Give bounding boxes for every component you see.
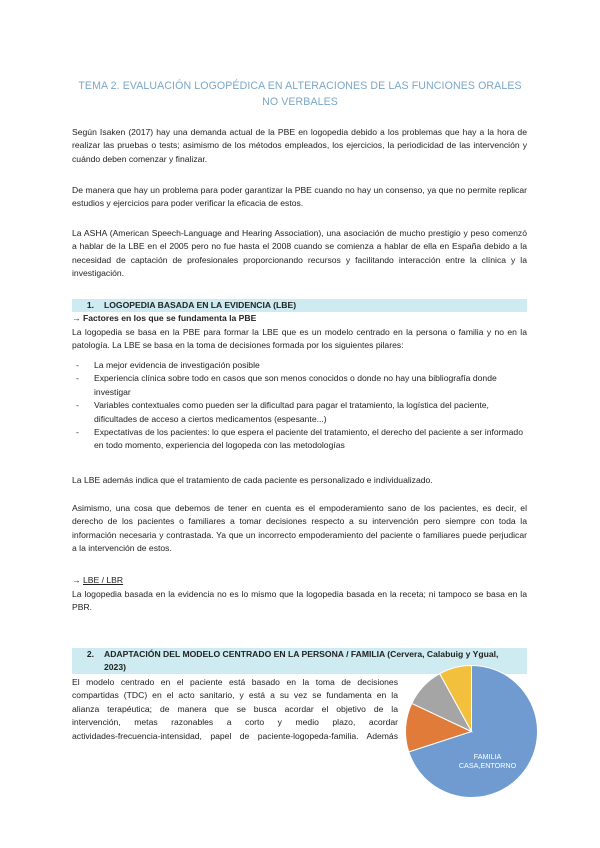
list-item: - La mejor evidencia de investigación posible (76, 360, 260, 370)
pie-chart-svg (404, 664, 539, 799)
section-2-text (72, 676, 398, 743)
lbe-lbr-label (72, 574, 527, 587)
arrow-icon: → (72, 575, 81, 585)
paragraph-empoderamiento: Asimismo, una cosa que debemos de tener en cuenta es el empoderamiento sano de los pacientes, es decir, el derecho de los pacientes o familiares a tomar decisiones respecto a su intervención pero siempre con toda la información necesaria y contrastada. Ya que un incorrecto empoderamiento del paciente o familiares puede perjudicar a la intervención de estos. (72, 503, 527, 554)
section-1-title: LOGOPEDIA BASADA EN LA EVIDENCIA (LBE) (104, 300, 297, 310)
list-item: - Expectativas de los pacientes: lo que espera el paciente del tratamiento, el derecho del paciente a ser informado en todo momento, experiencia del logopeda con las metodologías (76, 427, 523, 451)
text-line: compartidas (TDC) en el acto sanitario, y está a su vez se fundamenta en la (72, 690, 398, 701)
pie-slice-label-0: FAMILIA CASA,ENTORNO (458, 751, 517, 770)
section-1-number: 1. (86, 300, 94, 310)
paragraph-lbr: La logopedia basada en la evidencia no es lo mismo que la logopedia basada en la receta; ni tampoco se basa en la PBR. (72, 589, 527, 613)
section-2-number: 2. (86, 649, 94, 659)
paragraph-individualizado: La LBE además indica que el tratamiento de cada paciente es personalizado e individualizado. (72, 475, 433, 485)
paragraph-isaken: Según Isaken (2017) hay una demanda actual de la PBE en logopedia debido a los problemas que hay a la hora de realizar las pruebas o tests; asimismo de los métodos empleados, los ejercicios, la periodicidad de las intervención y cuándo deben comenzar y finalizar. (72, 127, 527, 164)
page-title: TEMA 2. EVALUACIÓN LOGOPÉDICA EN ALTERACIONES DE LAS FUNCIONES ORALES NO VERBALES (78, 80, 522, 108)
section-2-title: ADAPTACIÓN DEL MODELO CENTRADO EN LA PERSONA / FAMILIA (Cervera, Calabuig y Ygual, (104, 649, 499, 659)
list-item: - Experiencia clínica sobre todo en casos que son menos conocidos o donde no hay una bibliografía donde investigar (76, 373, 497, 397)
lbe-lbr-link-text: LBE / LBR (82, 575, 124, 585)
text-line: El modelo centrado en el paciente está basado en la toma de decisiones (72, 677, 398, 687)
text-line: intervención, metas razonables a corto y medio plazo, acordar (72, 717, 398, 728)
section-2-title-cont: 2023) (104, 662, 126, 672)
section-1-subheading: → Factores en los que se fundamenta la PBE (72, 313, 257, 323)
section-1-heading (72, 299, 527, 312)
section-1-intro: La logopedia se basa en la PBE para formar la LBE que es un modelo centrado en la persona o familia y no en la patología. La LBE se basa en la toma de decisiones formada por los siguientes pilares: (72, 327, 527, 351)
text-line: actividades-frecuencia-intensidad, papel de paciente-logopeda-familia. Además (72, 730, 398, 741)
list-item: - Variables contextuales como pueden ser la dificultad para pagar el tratamiento, la logística del paciente, dificultades de acceso a ciertos medicamentos (espesante...) (76, 400, 489, 424)
pie-chart (404, 664, 539, 799)
paragraph-consenso: De manera que hay un problema para poder garantizar la PBE cuando no hay un consenso, ya que no permite replicar estudios y ejercicios para poder verificar la eficacia de estos. (72, 185, 527, 209)
text-line: alianza terapéutica; de manera que se busca acordar el objetivo de la (72, 703, 398, 714)
paragraph-asha: La ASHA (American Speech-Language and Hearing Association), una asociación de mucho prestigio y peso comenzó a hablar de la LBE en el 2005 pero no fue hasta el 2008 cuando se comienza a hablar de ella en España debido a la necesidad de captación de profesionales proporcionando recursos y facilitando interacción entre la clínica y la investigación. (72, 228, 527, 279)
pillars-list (72, 359, 527, 453)
